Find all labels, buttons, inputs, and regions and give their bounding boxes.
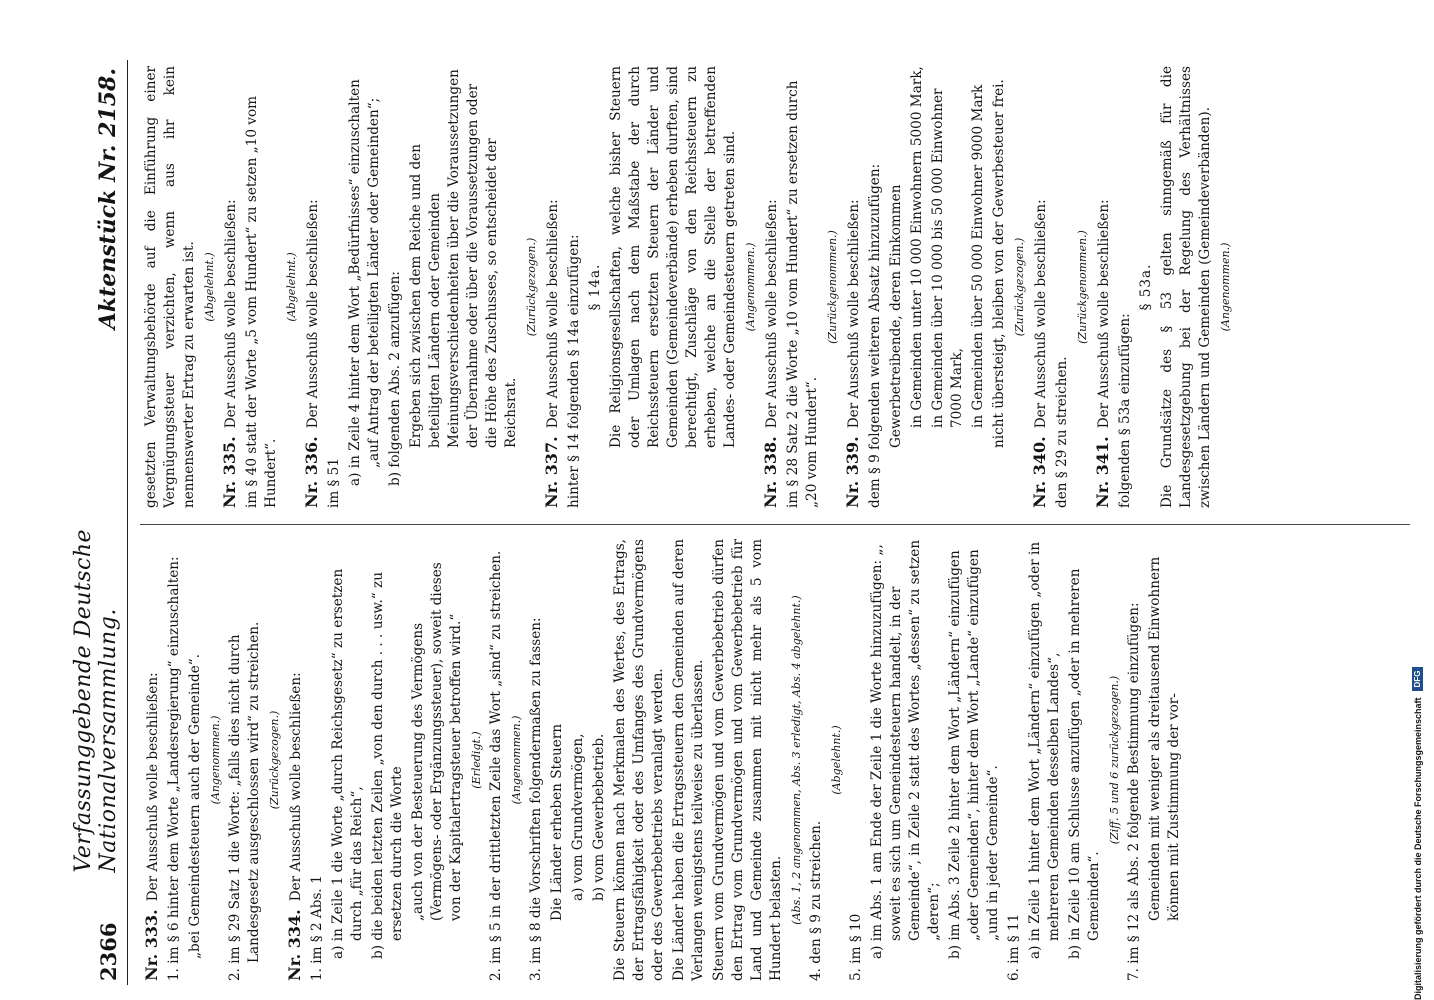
status-note: (Zurückgezogen.)	[1013, 237, 1026, 337]
dfg-logo: DFG	[1412, 667, 1423, 692]
motion-body: Der Ausschuß wolle beschließen:	[846, 199, 862, 429]
motion-heading	[1030, 66, 1051, 508]
motion-body: Der Ausschuß wolle beschließen:	[305, 199, 321, 429]
motion-text	[670, 539, 708, 981]
motion-heading	[142, 539, 163, 981]
motion-text	[866, 66, 885, 508]
motion-body: nicht übersteigt, bleiben von der Gewerbesteuer frei.	[991, 79, 1007, 448]
section-heading: § 14a.	[587, 263, 603, 311]
status-note: (Erledigt.)	[470, 731, 483, 789]
motion-body: Die Länder haben die Ertragssteuern den Gemeinden auf deren Verlangen wenigstens teilweise zu überlassen.	[671, 539, 706, 981]
status-note: (Abgelehnt.)	[830, 725, 843, 795]
motion-heading	[843, 66, 864, 508]
rotated-scanned-page	[71, 60, 1410, 985]
motion-text	[243, 66, 281, 508]
motion-body: b) vom Gewerbebetrieb.	[591, 733, 607, 901]
motion-text	[548, 539, 567, 981]
page-number: 2366	[96, 922, 121, 981]
motion-number: Nr. 334.	[285, 909, 304, 981]
motion-text	[929, 66, 967, 508]
motion-body: Die Länder erheben Steuern	[549, 723, 565, 921]
motion-heading	[302, 66, 323, 508]
motion-number: Nr. 341.	[1093, 436, 1112, 508]
status-note: (Zurückgezogen.)	[268, 710, 281, 810]
motion-text	[611, 539, 668, 981]
section-heading: § 53a.	[1138, 263, 1154, 311]
motion-body: Der Ausschuß wolle beschließen:	[223, 199, 239, 429]
motion-number: Nr. 333.	[142, 909, 161, 981]
motion-body: „bei Gemeindesteuern auch der Gemeinde“.	[187, 653, 203, 959]
status-note: (Zurückgenommen.)	[1076, 230, 1089, 344]
motion-body: Der Ausschuß wolle beschließen:	[288, 672, 304, 902]
motion-text	[308, 539, 327, 981]
motion-body: Der Ausschuß wolle beschließen:	[764, 199, 780, 429]
motion-body: „auch von der Besteuerung des Vermögens (Vermögens- oder Ergänzungssteuer), soweit dieses von der Kapitalertragsteuer betroffen wird.“	[410, 562, 464, 921]
motion-text	[186, 539, 205, 981]
motion-body: 2. im § 29 Satz 1 die Worte: „falls dies nicht durch Landesgesetz ausgeschlossen wird“ zu streichen.	[227, 621, 262, 981]
sidebar-credit-text: Digitalisierung gefördert durch die Deutsche Forschungsgemeinschaft	[1412, 697, 1423, 1000]
motion-text	[407, 66, 521, 508]
motion-body: 2. im § 5 in der drittletzten Zeile das Wort „sind“ zu streichen.	[488, 550, 504, 981]
motion-text	[569, 539, 588, 981]
motion-text	[1053, 66, 1072, 508]
motion-body: Gewerbetreibende, deren Einkommen	[888, 184, 904, 448]
motion-number: Nr. 336.	[302, 436, 321, 508]
status-note: (Ziff. 5 und 6 zurückgezogen.)	[1108, 675, 1121, 845]
motion-body: 5. im § 10	[848, 913, 864, 981]
motion-body: dem § 9 folgenden weiteren Absatz hinzuzufügen:	[867, 163, 883, 508]
motion-heading	[285, 539, 306, 981]
motion-body: in Gemeinden über 50 000 Einwohner 9000 Mark	[970, 84, 986, 428]
motion-body: gesetzten Verwaltungsbehörde auf die Einführung einer Vergnügungssteuer verzichten, wenn aus ihr kein nennenswerter Ertrag zu erwarten ist.	[143, 66, 197, 508]
motion-body: 7. im § 12 als Abs. 2 folgende Bestimmung einzufügen:	[1126, 602, 1142, 981]
status-note: (Angenommen.)	[1219, 242, 1232, 332]
motion-body: Der Ausschuß wolle beschließen:	[545, 199, 561, 429]
status-note: (Abgelehnt.)	[203, 252, 216, 322]
motion-body: 6. im § 11	[1006, 913, 1022, 981]
motion-text	[1158, 66, 1215, 508]
motion-body: Die Grundsätze des § 53 gelten sinngemäß für die Landesgesetzgebung bei der Regelung des Verhältnisses zwischen Ländern und Gemeinden (Gemeindeverbänden).	[1159, 66, 1213, 508]
motion-text	[868, 539, 944, 981]
motion-body: 1. im § 2 Abs. 1	[309, 875, 325, 981]
motion-body: b) in Zeile 10 am Schlusse anzufügen „oder in mehreren Gemeinden“.	[1067, 568, 1102, 959]
digitization-sidebar	[1410, 10, 1432, 1000]
motion-body: b) die beiden letzten Zeilen „von den durch . . . usw.“ zu ersetzen durch die Worte	[370, 572, 405, 959]
motion-body: Gemeinden mit weniger als dreitausend Einwohnern können mit Zustimmung der vor-	[1147, 556, 1182, 921]
motion-text	[1125, 539, 1144, 981]
motion-heading	[761, 66, 782, 508]
motion-body: a) in Zeile 1 die Worte „durch Reichsgesetz“ zu ersetzen durch „für das Reich“,	[330, 568, 365, 959]
page-header	[71, 60, 128, 985]
motion-text	[487, 539, 506, 981]
motion-text	[565, 66, 584, 508]
motion-heading	[542, 66, 563, 508]
motion-text	[329, 539, 367, 981]
motion-body: Der Ausschuß wolle beschließen:	[1033, 199, 1049, 429]
motion-body: Ergeben sich zwischen dem Reiche und den beteiligten Ländern oder Gemeinden Meinungsverschiedenheiten über die Voraussetzungen der Übernahme oder über die Voraussetzungen oder die Höhe des Zuschusses, so entscheidet der Reichsrat.	[408, 69, 519, 448]
motion-body: b) im Abs. 3 Zeile 2 hinter dem Wort „Ländern“ einzufügen „oder Gemeinden“, hinter dem Wort „Lande“ einzufügen „und in jeder Gemeinde“.	[947, 549, 1001, 959]
status-note: (Zurückgenommen.)	[826, 230, 839, 344]
status-note: (Angenommen.)	[510, 715, 523, 805]
status-note: (Abs. 1, 2 angenommen, Abs. 3 erledigt, Abs. 4 abgelehnt.)	[790, 595, 803, 925]
motion-text	[887, 66, 906, 508]
motion-text	[1026, 539, 1064, 981]
motion-text	[590, 539, 609, 981]
motion-text	[527, 539, 546, 981]
motion-body: in Gemeinden über 10 000 bis 50 000 Einwohner 7000 Mark,	[930, 88, 965, 428]
motion-body: im § 28 Satz 2 die Worte „10 vom Hundert“ zu ersetzen durch „20 vom Hundert“.	[785, 80, 820, 508]
motion-body: Steuern vom Grundvermögen und vom Gewerbebetrieb dürfen den Ertrag vom Grundvermögen und vom Gewerbebetrieb für Land und Gemeinde zusammen mit nicht mehr als 5 vom Hundert belasten.	[711, 539, 784, 981]
motion-text	[607, 66, 740, 508]
motion-body: 1. im § 6 hinter dem Worte „Landesregierung“ einzuschalten:	[166, 556, 182, 981]
motion-text	[1146, 539, 1184, 981]
motion-body: Die Religionsgesellschaften, welche bisher Steuern oder Umlagen nach dem Maßstabe der durch Reichssteuern ersetzten Steuern der Länder und Gemeinden (Gemeindeverbände) erheben durften, sind berechtigt, Zuschläge von den Reichssteuern zu erheben, welche an die Stelle der betreffenden Landes- oder Gemeindesteuern getreten sind.	[608, 66, 738, 448]
motion-number: Nr. 338.	[761, 436, 780, 508]
motion-text	[969, 66, 988, 508]
status-note: (Abgelehnt.)	[285, 252, 298, 322]
motion-number: Nr. 340.	[1030, 436, 1049, 508]
motion-body: 4. den § 9 zu streichen.	[808, 820, 824, 981]
motion-text	[165, 539, 184, 981]
motion-body: a) im Abs. 1 am Ende der Zeile 1 die Worte hinzuzufügen: „, soweit es sich um Gemeindesteuern handelt, in der Gemeinde“, in Zeile 2 statt des Wortes „dessen“ zu setzen „deren“;	[869, 539, 942, 959]
left-column	[140, 525, 1410, 985]
motion-text	[346, 66, 384, 508]
motion-text	[946, 539, 1003, 981]
motion-text	[710, 539, 786, 981]
header-title: Verfassunggebende Deutsche Nationalversammlung.	[71, 528, 121, 873]
motion-body: folgenden § 53a einzufügen:	[1117, 313, 1133, 508]
motion-text	[784, 66, 822, 508]
motion-heading	[1093, 66, 1114, 508]
motion-heading	[220, 66, 241, 508]
motion-body: hinter § 14 folgenden § 14a einzufügen:	[566, 234, 582, 508]
motion-number: Nr. 337.	[542, 436, 561, 508]
motion-body: a) in Zeile 1 hinter dem Wort „Ländern“ einzufügen „oder in mehreren Gemeinden desselben Landes“,	[1027, 541, 1062, 959]
motion-text	[369, 539, 407, 981]
motion-text	[990, 66, 1009, 508]
motion-text	[847, 539, 866, 981]
motion-body: in Gemeinden unter 10 000 Einwohnern 5000 Mark,	[909, 66, 925, 428]
motion-text	[226, 539, 264, 981]
motion-text	[807, 539, 826, 981]
motion-text	[1116, 66, 1135, 508]
right-column	[140, 60, 1410, 525]
status-note: (Zurückgezogen.)	[525, 237, 538, 337]
motion-body: a) in Zeile 4 hinter dem Wort „Bedürfnisses“ einzuschalten „auf Antrag der beteiligten Länder oder Gemeinden“;	[347, 79, 382, 486]
motion-body: Der Ausschuß wolle beschließen:	[145, 672, 161, 902]
motion-text	[409, 539, 466, 981]
motion-text	[1005, 539, 1024, 981]
motion-text	[142, 66, 199, 508]
motion-number: Nr. 335.	[220, 436, 239, 508]
status-note: (Angenommen.)	[209, 715, 222, 805]
motion-body: im § 51	[326, 458, 342, 508]
motion-body: den § 29 zu streichen.	[1054, 356, 1070, 508]
motion-body: Der Ausschuß wolle beschließen:	[1096, 199, 1112, 429]
motion-body: a) vom Grundvermögen,	[570, 733, 586, 901]
motion-body: 3. im § 8 die Vorschriften folgendermaßen zu fassen:	[528, 617, 544, 981]
motion-body: im § 40 statt der Worte „5 vom Hundert“ zu setzen „10 vom Hundert“.	[244, 95, 279, 508]
motion-body: Die Steuern können nach Merkmalen des Wertes, des Ertrags, der Ertragsfähigkeit oder des Umfanges des Grundvermögens oder des Gewerbebetriebs veranlagt werden.	[612, 539, 666, 981]
document-number: Aktenstück Nr. 2158.	[95, 68, 121, 330]
status-note: (Angenommen.)	[744, 242, 757, 332]
text-columns	[140, 60, 1410, 985]
motion-text	[1066, 539, 1104, 981]
motion-text	[386, 66, 405, 508]
motion-text	[908, 66, 927, 508]
motion-text	[325, 66, 344, 508]
motion-number: Nr. 339.	[843, 436, 862, 508]
motion-body: b) folgenden Abs. 2 anzufügen:	[387, 271, 403, 486]
